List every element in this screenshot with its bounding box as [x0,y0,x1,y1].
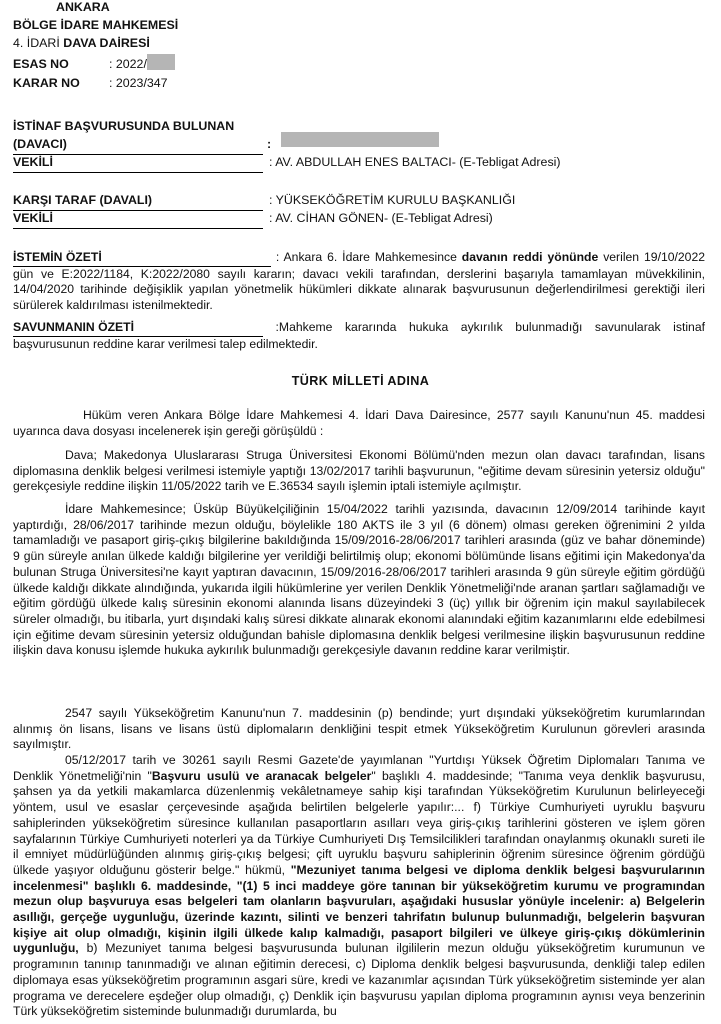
applicant-colon: : [267,137,272,151]
body-paragraph-5-heading: Başvuru usulü ve aranacak belgeler [151,768,372,783]
body-paragraph-3 [13,502,705,659]
defendant-value: : YÜKSEKÖĞRETİM KURULU BAŞKANLIĞI [269,193,516,207]
vekil-row [13,154,713,173]
istem-label: İSTEMİN ÖZETİ [13,250,271,267]
body-paragraph-4 [13,706,705,753]
savunma-label: SAVUNMANIN ÖZETİ [13,320,263,337]
defendant-row [13,192,713,211]
body-paragraph-5-part-a: 05/12/2017 tarih ve 30261 sayılı Resmi Gazete'de yayımlanan "Yurtdışı Yüksek Öğretim Diplomaları Tanıma ve Denklik Yönetmeliği'nin " [13,753,705,783]
vekil-label: VEKİLİ [13,154,263,173]
city-heading: ANKARA [56,0,110,14]
esas-redaction [147,54,175,70]
karar-value: : 2023/347 [109,76,168,90]
body-paragraph-2-text: Dava; Makedonya Uluslararası Struga Üniversitesi Ekonomi Bölümü'nden mezun olan davacı tarafından, lisans diplomasına denklik belgesi verilmesi istemiyle yaptığı 13/02/2017 tarihli başvurunun, "eğitime devam süresinin yetersiz olduğu" gerekçesiyle reddine ilişkin 11/05/2022 tarih ve E.36534 sayılı işlemin iptali istemiyle açılmıştır. [13,448,705,494]
vekil-value: : AV. ABDULLAH ENES BALTACI- (E-Tebligat Adresi) [269,155,561,169]
body-paragraph-5 [13,753,705,1020]
defendant-label: KARŞI TARAF (DAVALI) [13,192,263,211]
istem-text-2: verilen 19/10/2022 gün ve E:2022/1184, K:2022/2080 sayılı kararın; davacı vekili tarafından, derslerini başarıyla tamamlayan müvekkilinin, 14/04/2020 tarihinde değişiklik yapılan yönetmelik hükümleri dikkate alınarak başvurusunun değerlendirilmesi gerektiği ileri sürülerek kaldırılması istenilmektedir. [13,250,706,313]
defendant-vekil-row [13,210,713,229]
istem-text-1: : Ankara 6. İdare Mahkemesince [271,250,462,264]
body-paragraph-1-text: Hüküm veren Ankara Bölge İdare Mahkemesi 4. İdari Dava Dairesince, 2577 sayılı Kanunu'nun 45. maddesi uyarınca dava dosyası incelenerek işin gereği görüşüldü : [13,408,705,438]
savunma-text: :Mahkeme kararında hukuka aykırılık bulunmadığı savunularak istinaf başvurusunun reddine karar verilmesi talep edilmektedir. [13,320,705,351]
istem-bold: davanın reddi yönünde [461,250,599,264]
document-title: TÜRK MİLLETİ ADINA [291,374,430,388]
body-paragraph-5-part-c: " başlıklı 4. maddesinde; "Tanıma veya denklik başvurusu, şahsen ya da yetkili makamlarca düzenlenmiş vekâletnameye sahip kişi tarafından Yükseköğretim Kurulunun belirleyeceği yöntem, usul ve esaslar çerçevesinde aşağıda belirtilen belgelerle yapılır:... f) Türkiye Cumhuriyeti uyruklu başvuru sahiplerinden yükseköğretim süresince kullanılan pasaportların asılları veya giriş-çıkış tarihlerini gösteren ve işlem gören sayfalarının Türkiye Cumhuriyeti noterleri ya da Türkiye Cumhuriyeti Dış Temsilcilikleri tarafından onaylanmış okunaklı sureti ile il emniyet müdürlüğünden alınmış giriş-çıkış belgesi; çift uyruklu başvuru sahiplerinin öğrenim süresince öğrenim gördüğü ülkede yaşıyor olduğunu gösterir belge." hükmü, [13,768,706,877]
savunma-summary [13,320,705,352]
esas-row [13,54,175,74]
chamber-heading [13,34,150,53]
body-paragraph-2 [13,448,705,495]
karar-row [13,74,168,93]
applicant-row-2 [13,136,713,155]
court-heading: BÖLGE İDARE MAHKEMESİ [13,18,179,32]
body-paragraph-3-text: İdare Mahkemesince; Üsküp Büyükelçiliğinin 15/04/2022 tarihli yazısında, davacının 12/09/2014 tarihinde kayıt yaptırdığı, 28/06/2017 tarihinde mezun olduğu, böylelikle 180 AKTS ile 3 yıl (6 dönem) olması gereken öğrenimini 2 yılda tamamladığı ve pasaport giriş-çıkış bilgilerine bakıldığında 15/09/2016-28/06/2017 tarihleri arasında (güz ve bahar döneminde) 9 gün süreyle anılan ülkede kaldığı bilgilerine yer verildiği belirtilmiş olup; ekonomi bölümünde lisans eğitimi için Makedonya'da bulunan Struga Üniversitesi'ne kayıt yaptıran davacının, 15/09/2016-28/06/2017 tarihleri arasında 9 gün süreyle eğitim gördüğü ülkede kaldığı dikkate alındığında, yukarıda ilgili hükümlerine yer verilen Denklik Yönetmeliği'nde aranan şartları sağlamadığı ve eğitim gördüğü ülkede kalış süresinin ekonomi alanında lisans düzeyindeki 3 (üç) yıllık bir öğrenim için makul sayılabilecek süreler olmadığı, bu itibarla, yurt dışındaki kalış süresi dikkate alınarak ekonomi alanındaki eğitim kazanımlarını elde edebilmesi için eğitime devam süresinin yetersiz olduğundan bahisle diplomasına denklik belgesi verilmesine ilişkin başvurusunun reddine ilişkin dava konusu işlemde hukuka aykırılık bulunmadığı gerekçesiyle davanın reddine karar verilmiştir. [13,502,705,658]
defendant-vekil-value: : AV. CİHAN GÖNEN- (E-Tebligat Adresi) [269,211,493,225]
istem-summary [13,250,705,314]
chamber-prefix: 4. İDARİ [13,36,64,50]
body-paragraph-4-text: 2547 sayılı Yükseköğretim Kanunu'nun 7. maddesinin (p) bendinde; yurt dışındaki yükseköğretim kurumlarından alınmış ön lisans, lisans ve lisans üstü diplomaların denkliğini tespit etmek Yükseköğretim Kurulunun görevleri arasında sayılmıştır. [13,706,705,752]
body-paragraph-5-bold-article: "Mezuniyet tanıma belgesi ve diploma denklik belgesi başvurularının incelenmesi" başlıklı 6. maddesinde, "(1) 5 inci maddeye göre tanınan bir yükseköğretim kurumu ve programından mezun olup başvuruya esas belgeleri tam olanların başvuruları, aşağıdaki hususlar yönüyle incelenir: a) Belgelerin asıllığı, gerçeğe uygunluğu, üzerinde kazıntı, silinti ve benzeri tahrifatın bulunup bulunmadığı, belgelerin başvuran kişiye ait olup olmadığı, kişinin ilgili ülkede kalıp kalmadığı, pasaport bilgileri ve ülkeye giriş-çıkış dökümlerinin uygunluğu, [13,862,705,956]
esas-value: : 2022/ [109,57,147,71]
applicant-name-redaction [281,132,439,147]
esas-label: ESAS NO [13,57,69,71]
karar-label: KARAR NO [13,76,80,90]
applicant-label-2: (DAVACI) [13,136,263,155]
body-paragraph-5-part-e: b) Mezuniyet tanıma belgesi başvurusunda bulunan ilgililerin mezun olduğu yükseköğretim kurumunun ve programının tanınıp tanınmadığı ve alınan eğitimin derecesi, c) Diploma denklik belgesi başvurusunda, denkliği talep edilen diplomaya esas yükseköğretim programının asgari süre, kredi ve kazanımlar açısından Türk yükseköğretim sisteminde yer alan programa ve derecelere eşdeğer olup olmadığı, ç) Denklik için başvurusu yapılan diploma programının aynısı veya benzerinin Türk yükseköğretim sisteminde bulunmadığı durumlarda, bu [13,941,705,1019]
applicant-label: İSTİNAF BAŞVURUSUNDA BULUNAN [13,119,235,133]
defendant-vekil-label: VEKİLİ [13,210,263,229]
chamber-name: DAVA DAİRESİ [63,36,150,50]
body-paragraph-1 [13,408,705,439]
